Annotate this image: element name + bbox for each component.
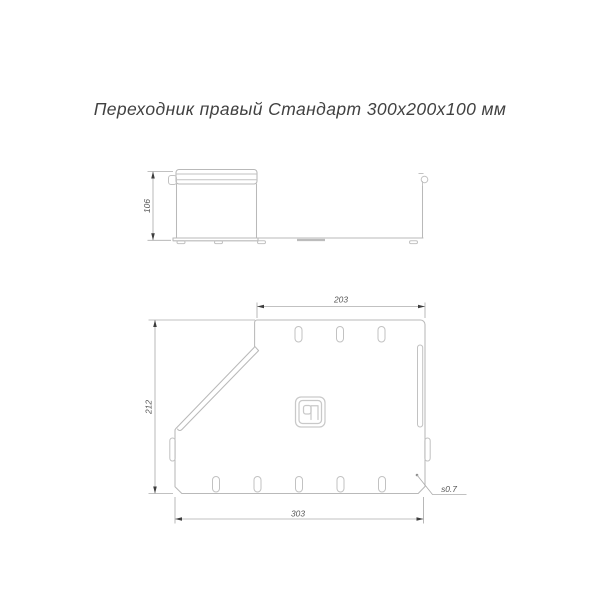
- thickness-label: s0.7: [441, 484, 457, 494]
- slot-hole: [295, 327, 302, 343]
- foot-tab: [258, 241, 266, 244]
- dimension-203: [257, 295, 425, 319]
- foot-tab: [215, 241, 223, 244]
- slot-hole: [379, 477, 386, 493]
- slot-hole: [254, 477, 261, 493]
- logo-glyph-loop: [304, 406, 312, 415]
- side-rolled-edge: [176, 170, 257, 185]
- side-rolled-edge-lines: [176, 174, 257, 180]
- arrowhead: [151, 172, 155, 179]
- slot-hole: [296, 477, 303, 493]
- arrowhead: [257, 305, 264, 309]
- dimension-212: [144, 320, 256, 494]
- slot-hole: [213, 477, 220, 493]
- arrowhead: [153, 487, 157, 494]
- plan-diagonal-fold: [178, 347, 259, 431]
- plan-left-ear: [170, 438, 175, 461]
- slot-hole: [378, 327, 385, 343]
- slot-hole: [337, 327, 344, 343]
- dimension-label-303: 303: [291, 508, 305, 519]
- side-view: [142, 170, 428, 244]
- thickness-leader: [416, 474, 467, 495]
- dimension-212-lines: [149, 320, 256, 494]
- plan-view: [144, 295, 467, 524]
- foot-tab: [177, 241, 185, 244]
- dimension-303: [175, 497, 424, 524]
- dimension-label-203: 203: [334, 294, 348, 305]
- logo-glyph-stems: [311, 406, 318, 420]
- side-left-clip: [169, 176, 177, 185]
- arrowhead: [418, 305, 425, 309]
- dimension-label-106: 106: [142, 199, 152, 213]
- side-box-walls: [177, 184, 257, 238]
- arrowhead: [417, 517, 424, 521]
- drawing-title: Переходник правый Стандарт 300х200х100 мм: [93, 99, 507, 119]
- plan-right-ear: [425, 438, 430, 461]
- slot-hole: [337, 477, 344, 493]
- plan-outline: [175, 320, 425, 494]
- foot-tab: [410, 241, 418, 244]
- arrowhead: [151, 233, 155, 240]
- arrowhead: [175, 517, 182, 521]
- dimension-label-212: 212: [143, 400, 154, 414]
- arrowhead: [153, 320, 157, 327]
- dimension-203-lines: [257, 303, 425, 319]
- brand-logo-icon: [296, 397, 326, 427]
- plan-right-lip: [418, 345, 423, 427]
